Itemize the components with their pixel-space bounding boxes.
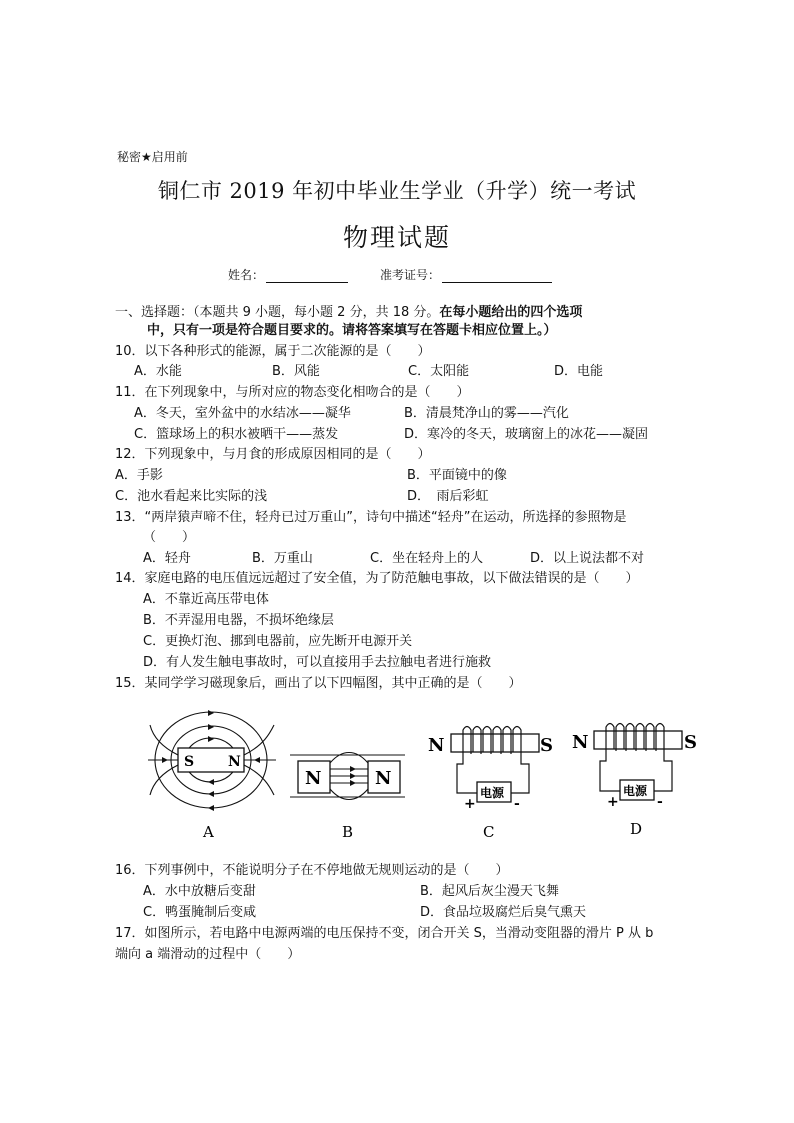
section-heading — [115, 304, 582, 321]
q12-option-d: D． 雨后彩虹 — [407, 489, 489, 504]
exam-number-label: 准考证号： — [380, 268, 441, 282]
q16-stem: 16．下列事例中，不能说明分子在不停地做无规则运动的是（ ） — [115, 863, 509, 878]
name-field — [228, 266, 348, 283]
q17-stem-line1: 17．如图所示，若电路中电源两端的电压保持不变，闭合开关 S，当滑动变阻器的滑片 P 从 b — [115, 926, 654, 941]
q16-option-a: A．水中放糖后变甜 — [143, 884, 256, 899]
section-heading-prefix: 一、选择题：（本题共 9 小题，每小题 2 分，共 18 分。 — [115, 305, 440, 320]
fig-b-caption: B — [342, 823, 354, 840]
confidential-mark: 秘密★启用前 — [117, 150, 188, 164]
q10-option-b: B．风能 — [272, 364, 320, 379]
q15-figure-d — [570, 715, 700, 840]
q13-answer-paren: （ ） — [143, 530, 196, 545]
exam-subtitle: 物理试题 — [342, 223, 451, 252]
fig-a-pole-right: N — [228, 754, 241, 770]
q14-option-c: C．更换灯泡、挪到电器前，应先断开电源开关 — [143, 634, 413, 649]
q11-option-b: B．清晨梵净山的雾——汽化 — [404, 406, 569, 421]
fig-d-minus: - — [657, 794, 663, 810]
fig-c-minus: - — [514, 796, 520, 812]
q10-option-a: A．水能 — [134, 364, 182, 379]
q12-option-a: A．手影 — [115, 468, 163, 483]
q13-stem: 13．“两岸猿声啼不住，轻舟已过万重山”，诗句中描述“轻舟”在运动，所选择的参照物是 — [115, 510, 627, 525]
q16-option-d: D．食品垃圾腐烂后臭气熏天 — [420, 905, 587, 920]
q15-figure-b — [290, 745, 405, 840]
name-blank[interactable] — [266, 268, 348, 283]
q15-figure-c — [425, 718, 555, 843]
fig-a-pole-left: S — [184, 754, 195, 770]
fig-d-power-source: 电源 — [623, 784, 648, 798]
q11-option-c: C．篮球场上的积水被晒干——蒸发 — [134, 427, 339, 442]
q15-figure-a — [148, 705, 278, 845]
name-label: 姓名： — [228, 268, 265, 282]
q11-option-a: A．冬天，室外盆中的水结冰——凝华 — [134, 406, 351, 421]
q12-option-b: B．平面镜中的像 — [407, 468, 507, 483]
q10-option-d: D．电能 — [554, 364, 604, 379]
q13-option-a: A．轻舟 — [143, 551, 191, 566]
q13-option-d: D．以上说法都不对 — [530, 551, 645, 566]
q12-option-c: C．池水看起来比实际的浅 — [115, 489, 268, 504]
fig-a-caption: A — [203, 823, 214, 841]
fig-b-pole-right: N — [375, 768, 392, 789]
q12-stem: 12．下列现象中，与月食的形成原因相同的是（ ） — [115, 447, 431, 462]
q14-stem: 14．家庭电路的电压值远远超过了安全值，为了防范触电事故，以下做法错误的是（ ） — [115, 571, 639, 586]
q10-stem: 10．以下各种形式的能源，属于二次能源的是（ ） — [115, 344, 431, 359]
fig-c-pole-left: N — [428, 735, 445, 756]
q14-option-b: B．不弄湿用电器，不损坏绝缘层 — [143, 613, 334, 628]
q10-option-c: C．太阳能 — [408, 364, 470, 379]
q16-option-c: C．鸭蛋腌制后变咸 — [143, 905, 257, 920]
section-heading-line2: 中，只有一项是符合题目要求的。请将答案填写在答题卡相应位置上。） — [147, 323, 557, 338]
fig-b-pole-left: N — [305, 768, 322, 789]
q14-option-d: D．有人发生触电事故时，可以直接用手去拉触电者进行施救 — [143, 655, 492, 670]
fig-c-plus: + — [464, 796, 476, 812]
section-heading-bold: 在每小题给出的四个选项 — [439, 305, 583, 320]
fig-c-caption: C — [483, 823, 495, 841]
q13-option-b: B．万重山 — [252, 551, 313, 566]
exam-number-field — [380, 266, 552, 283]
q14-option-a: A．不靠近高压带电体 — [143, 592, 269, 607]
q11-stem: 11．在下列现象中，与所对应的物态变化相吻合的是（ ） — [115, 385, 470, 400]
q16-option-b: B．起风后灰尘漫天飞舞 — [420, 884, 559, 899]
q11-option-d: D．寒冷的冬天，玻璃窗上的冰花——凝固 — [404, 427, 649, 442]
fig-c-power-source: 电源 — [480, 786, 505, 800]
q17-stem-line2: 端向 a 端滑动的过程中（ ） — [115, 947, 301, 962]
exam-title: 铜仁市 2019 年初中毕业生学业（升学）统一考试 — [157, 179, 637, 203]
fig-d-pole-left: N — [572, 732, 589, 753]
fig-d-plus: + — [607, 794, 619, 810]
q13-option-c: C．坐在轻舟上的人 — [370, 551, 484, 566]
q15-stem: 15．某同学学习磁现象后，画出了以下四幅图，其中正确的是（ ） — [115, 676, 522, 691]
exam-number-blank[interactable] — [442, 268, 552, 283]
fig-d-pole-right: S — [684, 732, 697, 753]
fig-c-pole-right: S — [540, 735, 553, 756]
fig-d-caption: D — [630, 820, 643, 838]
